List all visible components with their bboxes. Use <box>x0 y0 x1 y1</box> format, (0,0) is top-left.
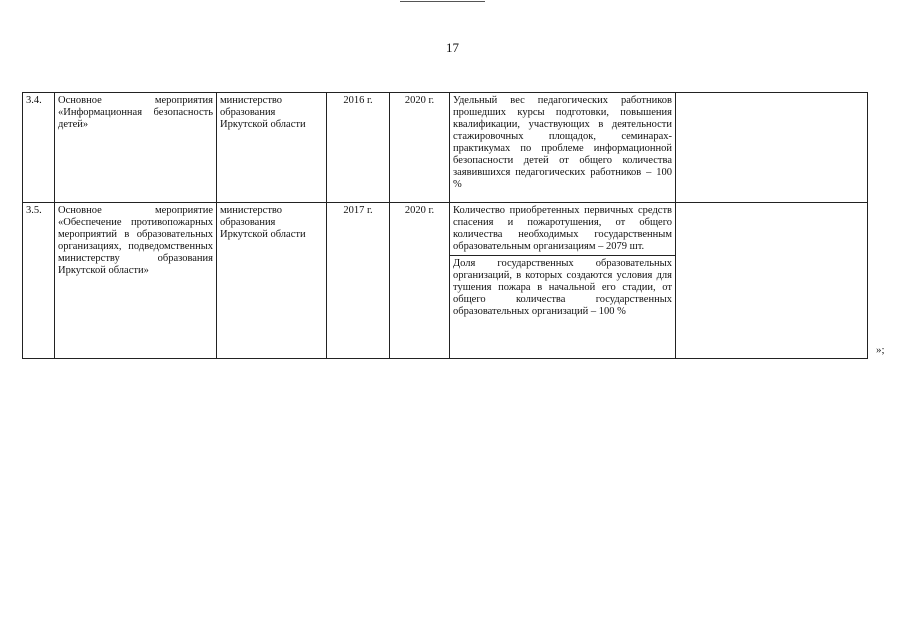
table-row <box>23 203 868 359</box>
page-number: 17 <box>446 40 459 55</box>
indicator-text: Удельный вес педагогических работников прошедших курсы подготовки, повышения квалификации, участвующих в деятельности стажировочных площадок, семинарах-практикумах по проблеме информационной безопасности детей от общего количества заявившихся педагогических работников – 100 % <box>453 95 672 190</box>
end-year: 2020 г. <box>390 93 450 203</box>
indicators-cell <box>450 203 676 359</box>
scan-artifact-top <box>400 1 485 2</box>
table-row <box>23 93 868 203</box>
executor: министерство образования Иркутской области <box>217 203 327 359</box>
executor: министерство образования Иркутской области <box>217 93 327 203</box>
measure-name: Основное мероприятия «Информационная безопасность детей» <box>55 93 217 203</box>
note-cell <box>676 93 868 203</box>
indicator-text: Доля государственных образовательных организаций, в которых создаются условия для тушения пожара в начальной его стадии, от общего количества государственных образовательных организаций – 100 % <box>450 255 675 320</box>
measure-name: Основное мероприятие «Обеспечение противопожарных мероприятий в образовательных организациях, подведомственных министерству образования Иркутской области» <box>55 203 217 359</box>
closing-quote-mark: »; <box>876 344 885 356</box>
start-year: 2016 г. <box>327 93 390 203</box>
indicator-text: Количество приобретенных первичных средств спасения и пожаротушения, от общего количества необходимых государственным образовательным организациям – 2079 шт. <box>453 205 672 252</box>
end-year: 2020 г. <box>390 203 450 359</box>
row-number: 3.5. <box>23 203 55 359</box>
start-year: 2017 г. <box>327 203 390 359</box>
measures-table <box>22 92 868 359</box>
row-number: 3.4. <box>23 93 55 203</box>
note-cell <box>676 203 868 359</box>
indicators-cell <box>450 93 676 203</box>
